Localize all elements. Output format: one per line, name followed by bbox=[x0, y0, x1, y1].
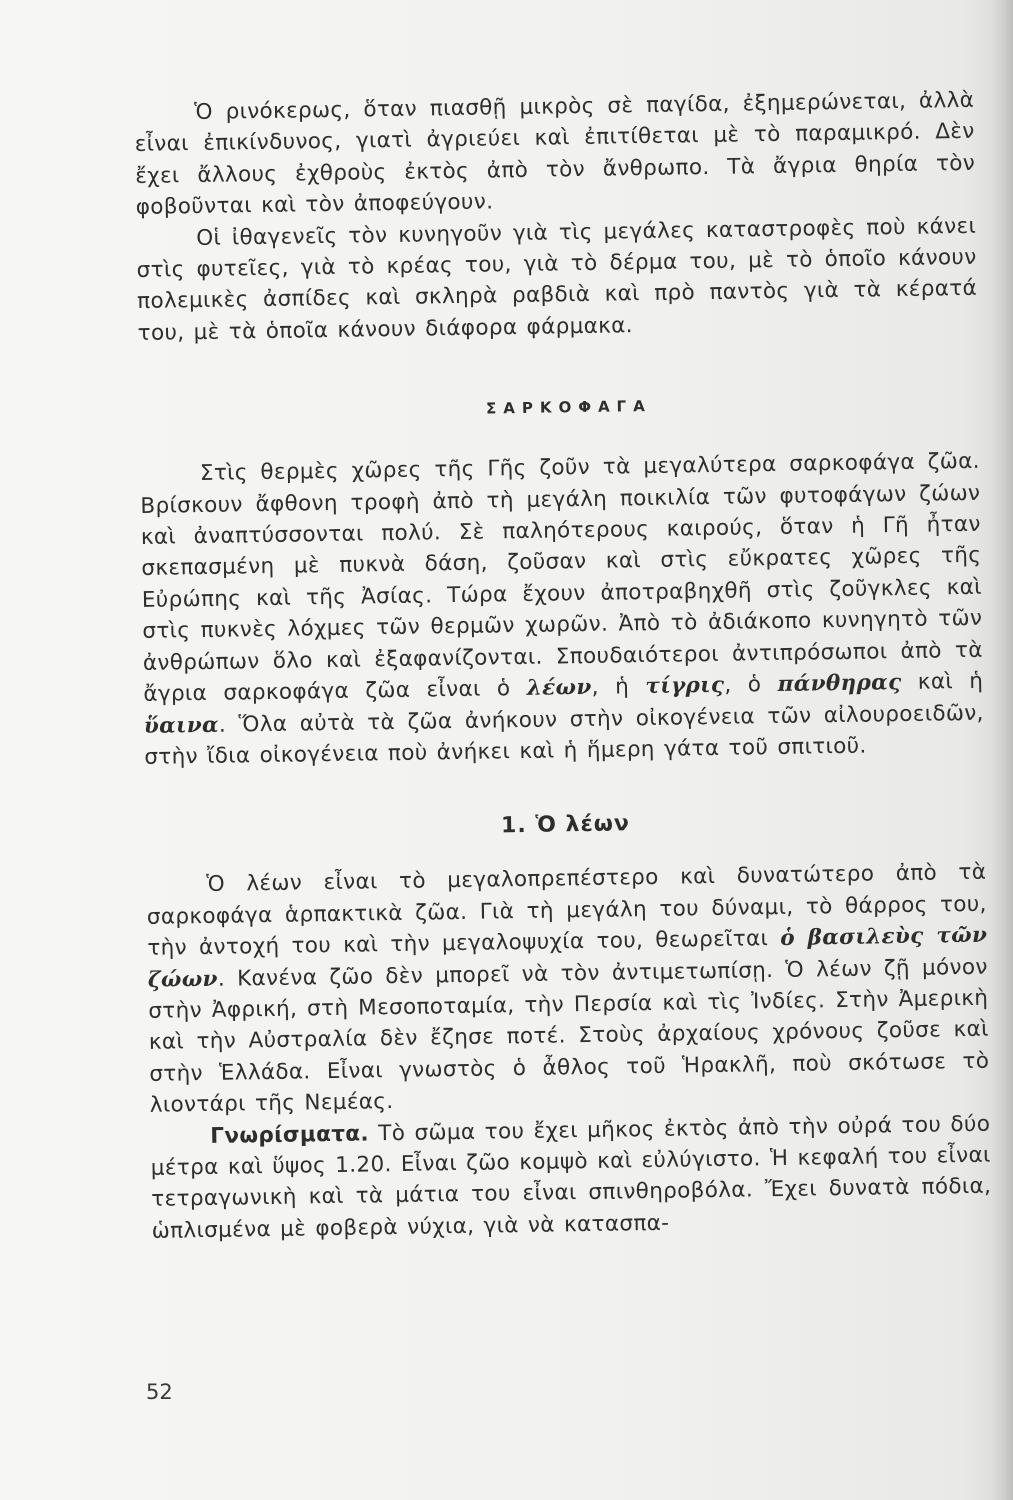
section-heading-carnivores: ΣΑΡΚΟΦΑΓΑ bbox=[485, 397, 652, 418]
paragraph-carnivores bbox=[140, 446, 985, 773]
paragraph-rhinoceros-2: Οἱ ἰθαγενεῖς τὸν κυνηγοῦν γιὰ τὶς μεγάλες καταστροφὲς ποὺ κάνει στὶς φυτεῖες, γιὰ τὸ κρέας του, γιὰ τὸ δέρμα του, μὲ τὸ ὁποῖο κάνουν πολεμικὲς ἀσπίδες καὶ σκληρὰ ραβδιὰ καὶ πρὸ παντὸς γιὰ τὰ κέρατά του, μὲ τὰ ὁποῖα κάνουν διάφορα φάρμακα. bbox=[136, 213, 978, 346]
carnivores-text-comma-1: , ἡ bbox=[591, 674, 630, 700]
term-hyena: ὕαινα bbox=[143, 712, 220, 739]
term-panther: πάνθηρας bbox=[777, 670, 902, 698]
carnivores-text-end: . Ὅλα αὐτὰ τὰ ζῶα ἀνήκουν στὴν οἰκογένεια τῶν αἰλουροειδῶν, στὴν ἴδια οἰκογένεια ποὺ ἀνήκει καὶ ἡ ἥμερη γάτα τοῦ σπιτιοῦ. bbox=[144, 700, 984, 770]
paragraph-characteristics bbox=[150, 1108, 992, 1247]
term-king-of-animals: ὁ βασιλεὺς τῶν ζώων bbox=[147, 922, 988, 993]
carnivores-text-and: καὶ ἡ bbox=[917, 668, 984, 695]
page-content bbox=[134, 85, 992, 1247]
section-heading-lion: 1. Ὁ λέων bbox=[500, 811, 631, 839]
paragraph-rhinoceros-1: Ὁ ρινόκερως, ὅταν πιασθῇ μικρὸς σὲ παγίδα, ἐξημερώνεται, ἀλλὰ εἶναι ἐπικίνδυνος, γιατὶ ἀγριεύει καὶ ἐπιτίθεται μὲ τὸ παραμικρό. Δὲν ἔχει ἄλλους ἐχθροὺς ἐκτὸς ἀπὸ τὸν ἄνθρωπο. Τὰ ἄγρια θηρία τὸν φοβοῦνται καὶ τὸν ἀποφεύγουν. bbox=[134, 87, 976, 221]
page-edge-shadow bbox=[991, 0, 1013, 1500]
term-lion: λέων bbox=[526, 674, 592, 701]
lion-text-start: Ὁ λέων εἶναι τὸ μεγαλοπρεπέστερο καὶ δυνατώτερο ἀπὸ τὰ σαρκοφάγα ἁρπακτικὰ ζῶα. Γιὰ τὴ μεγάλη του δύναμι, τὸ θάρρος του, τὴν ἀντοχή του καὶ τὴν μεγαλοψυχία του, θεωρεῖται bbox=[146, 860, 987, 962]
characteristics-text: Τὸ σῶμα του ἔχει μῆκος ἐκτὸς ἀπὸ τὴν οὐρά του δύο μέτρα καὶ ὕψος 1.20. Εἶναι ζῶο κομψὸ καὶ εὐλύγιστο. Ἡ κεφαλή του εἶναι τετραγωνικὴ καὶ τὰ μάτια του εἶναι σπινθηροβόλα. Ἔχει δυνατὰ πόδια, ὡπλισμένα μὲ φοβερὰ νύχια, γιὰ νὰ κατασπα- bbox=[150, 1111, 992, 1244]
paragraph-lion bbox=[146, 857, 990, 1121]
carnivores-text-start: Στὶς θερμὲς χῶρες τῆς Γῆς ζοῦν τὰ μεγαλύτερα σαρκοφάγα ζῶα. Βρίσκουν ἄφθονη τροφὴ ἀπὸ τὴ μεγάλη ποικιλία τῶν φυτοφάγων ζώων καὶ ἀναπτύσσονται πολύ. Σὲ παληότερους καιρούς, ὅταν ἡ Γῆ ἦταν σκεπασμένη μὲ πυκνὰ δάση, ζοῦσαν καὶ στὶς εὔκρατες χῶρες τῆς Εὐρώπης καὶ τῆς Ἀσίας. Τώρα ἔχουν ἀποτραβηχθῆ στὶς ζοῦγκλες καὶ στὶς πυκνὲς λόχμες τῶν θερμῶν χωρῶν. Ἀπὸ τὸ ἀδιάκοπο κυνηγητὸ τῶν ἀνθρώπων ὅλο καὶ ἐξαφανίζονται. Σπουδαιότεροι ἀντιπρόσωποι ἀπὸ τὰ ἄγρια σαρκοφάγα ζῶα εἶναι ὁ bbox=[140, 449, 983, 708]
lion-text-end: . Κανένα ζῶο δὲν μπορεῖ νὰ τὸν ἀντιμετωπίσῃ. Ὁ λέων ζῇ μόνον στὴν Ἀφρική, στὴ Μεσοποταμία, τὴν Περσία καὶ τὶς Ἰνδίες. Στὴν Ἀμερικὴ καὶ τὴν Αὐστραλία δὲν ἔζησε ποτέ. Στοὺς ἀρχαίους χρόνους ζοῦσε καὶ στὴν Ἑλλάδα. Εἶναι γνωστὸς ὁ ἆθλος τοῦ Ἡρακλῆ, ποὺ σκότωσε τὸ λιοντάρι τῆς Νεμέας. bbox=[148, 954, 990, 1119]
characteristics-label: Γνωρίσματα. bbox=[210, 1121, 370, 1149]
term-tiger: τίγρις bbox=[645, 672, 725, 700]
carnivores-text-comma-2: , ὁ bbox=[724, 672, 762, 698]
page-number: 52 bbox=[146, 1380, 173, 1404]
